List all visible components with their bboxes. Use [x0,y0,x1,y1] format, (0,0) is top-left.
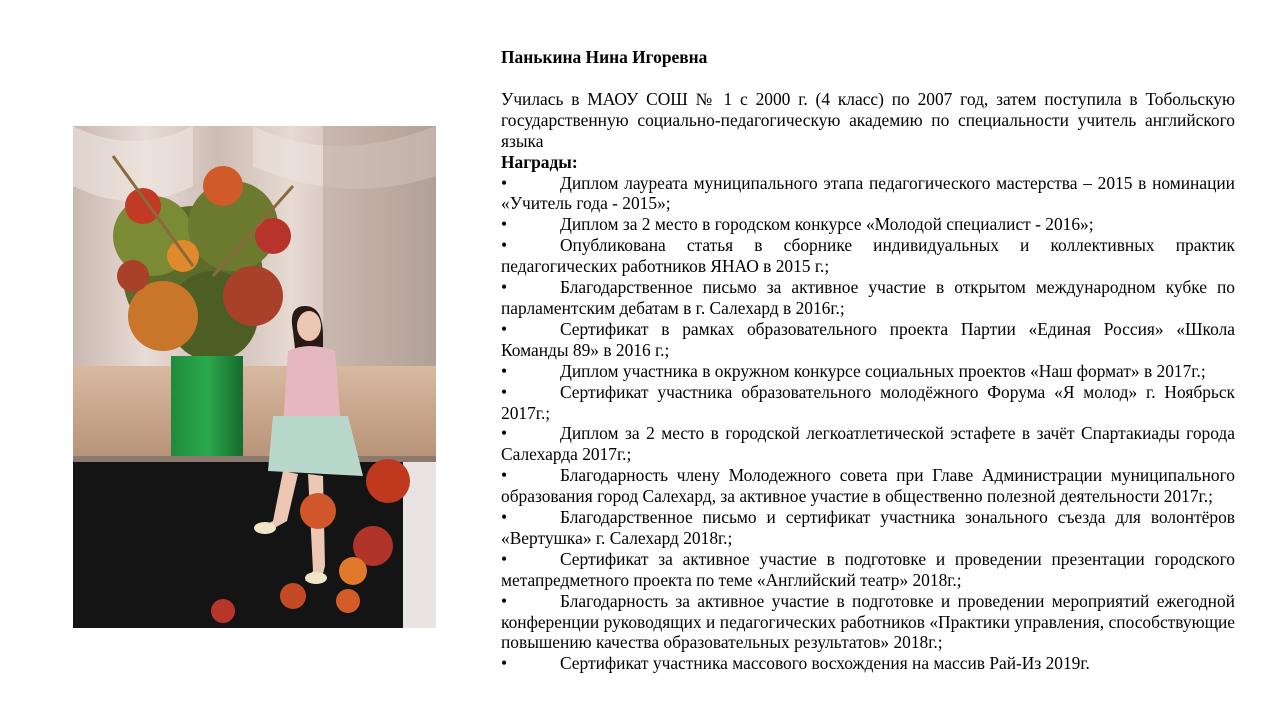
award-text: Благодарность за активное участие в подготовке и проведении мероприятий ежегодной конференции руководящих и педагогических работников «Практики управления, способствующие повышению качества образовательных результатов» 2018г.; [501,590,1235,653]
award-item [501,214,1235,235]
award-item [501,319,1235,361]
bullet-icon: • [501,214,508,235]
award-text: Опубликована статья в сборнике индивидуальных и коллективных практик педагогических работников ЯНАО в 2015 г.; [501,235,1235,277]
bullet-icon: • [501,653,508,674]
award-text: Диплом участника в окружном конкурсе социальных проектов «Наш формат» в 2017г.; [560,360,1206,381]
bullet-icon: • [501,235,508,256]
profile-text [501,47,1235,674]
award-item [501,382,1235,424]
award-text: Сертификат участника образовательного молодёжного Форума «Я молод» г. Ноябрьск 2017г.; [501,381,1235,423]
awards-list [501,173,1235,675]
award-item [501,361,1235,382]
award-text: Благодарность члену Молодежного совета при Главе Администрации муниципального образования город Салехард, за активное участие в общественно полезной деятельности 2017г.; [501,465,1235,507]
bullet-icon: • [501,172,508,193]
award-text: Диплом лауреата муниципального этапа педагогического мастерства – 2015 в номинации «Учитель года - 2015»; [501,172,1235,214]
award-item [501,423,1235,465]
award-item [501,173,1235,215]
award-text: Диплом за 2 место в городской легкоатлетической эстафете в зачёт Спартакиады города Салехарда 2017г.; [501,423,1235,465]
award-item [501,277,1235,319]
bullet-icon: • [501,360,508,381]
bullet-icon: • [501,318,508,339]
portrait-photo-drawing [73,126,436,628]
award-text: Сертификат за активное участие в подготовке и проведении презентации городского метапредметного проекта по теме «Английский театр» 2018г.; [501,548,1235,590]
awards-heading: Награды: [501,151,578,172]
award-text: Сертификат участника массового восхождения на массив Рай-Из 2019г. [560,653,1090,674]
award-item [501,549,1235,591]
portrait-photo [73,126,436,628]
biography: Училась в МАОУ СОШ № 1 с 2000 г. (4 класс) по 2007 год, затем поступила в Тобольскую государственную социально-педагогическую академию по специальности учитель английского языка [501,88,1235,151]
award-item [501,235,1235,277]
award-text: Благодарственное письмо за активное участие в открытом международном кубке по парламентским дебатам в г. Салехард в 2016г.; [501,277,1235,318]
bullet-icon: • [501,590,508,611]
bullet-icon: • [501,381,508,402]
award-item [501,591,1235,654]
award-text: Сертификат в рамках образовательного проекта Партии «Единая Россия» «Школа Команды 89» в 2016 г.; [501,318,1235,360]
bullet-icon: • [501,548,508,569]
award-text: Диплом за 2 место в городском конкурсе «Молодой специалист - 2016»; [560,214,1094,235]
award-item [501,507,1235,549]
award-item [501,465,1235,507]
bullet-icon: • [501,423,508,444]
bullet-icon: • [501,277,508,298]
person-name: Панькина Нина Игоревна [501,47,708,67]
bullet-icon: • [501,465,508,486]
award-text: Благодарственное письмо и сертификат участника зонального съезда для волонтёров «Вертушка» г. Салехард 2018г.; [501,507,1235,548]
award-item [501,653,1235,674]
bullet-icon: • [501,507,508,528]
